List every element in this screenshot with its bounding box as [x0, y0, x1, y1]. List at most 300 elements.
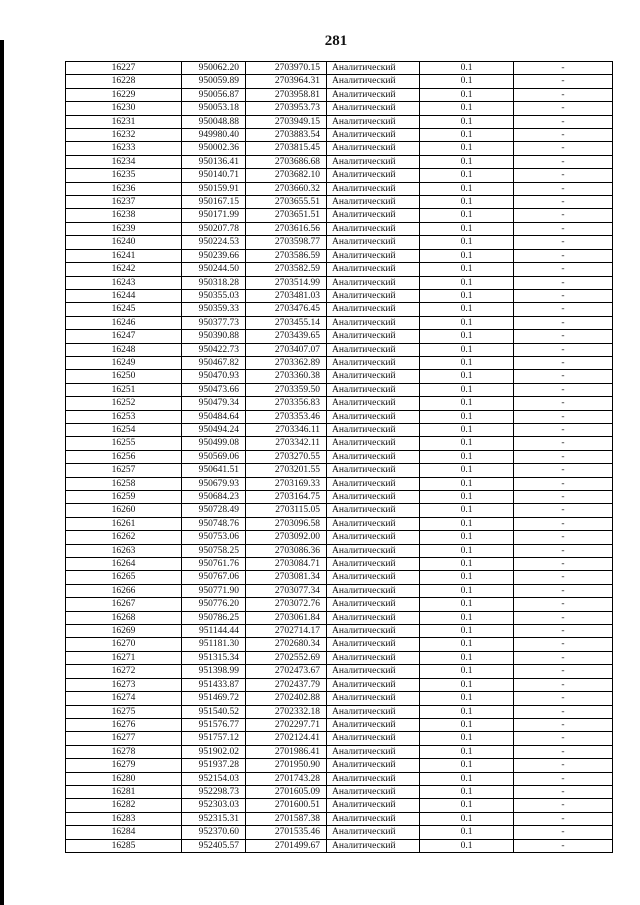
accuracy-cell: 0.1 — [420, 625, 514, 638]
table-row — [66, 812, 613, 825]
accuracy-cell: 0.1 — [420, 222, 514, 235]
table-row — [66, 759, 613, 772]
y-coordinate-cell: 2702437.79 — [246, 678, 327, 691]
accuracy-cell: 0.1 — [420, 571, 514, 584]
point-number-cell: 16243 — [66, 276, 182, 289]
y-coordinate-cell: 2703949.15 — [246, 115, 327, 128]
accuracy-cell: 0.1 — [420, 397, 514, 410]
table-row — [66, 169, 613, 182]
point-number-cell: 16251 — [66, 383, 182, 396]
note-cell: - — [514, 839, 613, 852]
table-row — [66, 155, 613, 168]
y-coordinate-cell: 2703077.34 — [246, 584, 327, 597]
table-row — [66, 625, 613, 638]
point-number-cell: 16244 — [66, 289, 182, 302]
y-coordinate-cell: 2703362.89 — [246, 356, 327, 369]
accuracy-cell: 0.1 — [420, 102, 514, 115]
accuracy-cell: 0.1 — [420, 209, 514, 222]
point-number-cell: 16281 — [66, 785, 182, 798]
accuracy-cell: 0.1 — [420, 611, 514, 624]
y-coordinate-cell: 2703096.58 — [246, 517, 327, 530]
point-number-cell: 16260 — [66, 504, 182, 517]
point-number-cell: 16228 — [66, 75, 182, 88]
table-row — [66, 236, 613, 249]
note-cell: - — [514, 303, 613, 316]
accuracy-cell: 0.1 — [420, 289, 514, 302]
method-cell: Аналитический — [327, 477, 420, 490]
method-cell: Аналитический — [327, 611, 420, 624]
accuracy-cell: 0.1 — [420, 155, 514, 168]
point-number-cell: 16252 — [66, 397, 182, 410]
method-cell: Аналитический — [327, 115, 420, 128]
table-row — [66, 88, 613, 101]
y-coordinate-cell: 2703092.00 — [246, 531, 327, 544]
accuracy-cell: 0.1 — [420, 812, 514, 825]
y-coordinate-cell: 2701499.67 — [246, 839, 327, 852]
y-coordinate-cell: 2703514.99 — [246, 276, 327, 289]
y-coordinate-cell: 2703201.55 — [246, 464, 327, 477]
point-number-cell: 16285 — [66, 839, 182, 852]
x-coordinate-cell: 950062.20 — [182, 62, 246, 75]
note-cell: - — [514, 826, 613, 839]
accuracy-cell: 0.1 — [420, 464, 514, 477]
note-cell: - — [514, 625, 613, 638]
y-coordinate-cell: 2702124.41 — [246, 732, 327, 745]
method-cell: Аналитический — [327, 437, 420, 450]
accuracy-cell: 0.1 — [420, 544, 514, 557]
note-cell: - — [514, 155, 613, 168]
table-row — [66, 182, 613, 195]
point-number-cell: 16249 — [66, 356, 182, 369]
method-cell: Аналитический — [327, 276, 420, 289]
table-row — [66, 410, 613, 423]
y-coordinate-cell: 2703616.56 — [246, 222, 327, 235]
point-number-cell: 16283 — [66, 812, 182, 825]
x-coordinate-cell: 950318.28 — [182, 276, 246, 289]
accuracy-cell: 0.1 — [420, 638, 514, 651]
y-coordinate-cell: 2703072.76 — [246, 598, 327, 611]
point-number-cell: 16261 — [66, 517, 182, 530]
table-row — [66, 222, 613, 235]
x-coordinate-cell: 950753.06 — [182, 531, 246, 544]
note-cell: - — [514, 799, 613, 812]
x-coordinate-cell: 952405.57 — [182, 839, 246, 852]
point-number-cell: 16257 — [66, 464, 182, 477]
x-coordinate-cell: 950771.90 — [182, 584, 246, 597]
table-row — [66, 370, 613, 383]
accuracy-cell: 0.1 — [420, 759, 514, 772]
note-cell: - — [514, 544, 613, 557]
note-cell: - — [514, 678, 613, 691]
y-coordinate-cell: 2703883.54 — [246, 129, 327, 142]
note-cell: - — [514, 276, 613, 289]
y-coordinate-cell: 2703958.81 — [246, 88, 327, 101]
table-row — [66, 437, 613, 450]
note-cell: - — [514, 785, 613, 798]
method-cell: Аналитический — [327, 410, 420, 423]
page-number: 281 — [324, 33, 348, 49]
method-cell: Аналитический — [327, 303, 420, 316]
table-row — [66, 558, 613, 571]
y-coordinate-cell: 2703270.55 — [246, 450, 327, 463]
x-coordinate-cell: 950641.51 — [182, 464, 246, 477]
accuracy-cell: 0.1 — [420, 651, 514, 664]
point-number-cell: 16280 — [66, 772, 182, 785]
table-row — [66, 611, 613, 624]
note-cell: - — [514, 370, 613, 383]
accuracy-cell: 0.1 — [420, 88, 514, 101]
method-cell: Аналитический — [327, 625, 420, 638]
table-row — [66, 598, 613, 611]
method-cell: Аналитический — [327, 88, 420, 101]
y-coordinate-cell: 2703353.46 — [246, 410, 327, 423]
method-cell: Аналитический — [327, 209, 420, 222]
y-coordinate-cell: 2702680.34 — [246, 638, 327, 651]
note-cell: - — [514, 812, 613, 825]
point-number-cell: 16263 — [66, 544, 182, 557]
x-coordinate-cell: 951398.99 — [182, 665, 246, 678]
table-row — [66, 289, 613, 302]
table-row — [66, 584, 613, 597]
point-number-cell: 16229 — [66, 88, 182, 101]
x-coordinate-cell: 950422.73 — [182, 343, 246, 356]
note-cell: - — [514, 665, 613, 678]
method-cell: Аналитический — [327, 799, 420, 812]
point-number-cell: 16236 — [66, 182, 182, 195]
method-cell: Аналитический — [327, 531, 420, 544]
method-cell: Аналитический — [327, 343, 420, 356]
method-cell: Аналитический — [327, 75, 420, 88]
x-coordinate-cell: 950679.93 — [182, 477, 246, 490]
x-coordinate-cell: 952315.31 — [182, 812, 246, 825]
table-row — [66, 303, 613, 316]
x-coordinate-cell: 950244.50 — [182, 263, 246, 276]
accuracy-cell: 0.1 — [420, 678, 514, 691]
point-number-cell: 16235 — [66, 169, 182, 182]
note-cell: - — [514, 437, 613, 450]
note-cell: - — [514, 598, 613, 611]
x-coordinate-cell: 950473.66 — [182, 383, 246, 396]
x-coordinate-cell: 951540.52 — [182, 705, 246, 718]
point-number-cell: 16279 — [66, 759, 182, 772]
x-coordinate-cell: 951576.77 — [182, 718, 246, 731]
note-cell: - — [514, 410, 613, 423]
x-coordinate-cell: 950758.25 — [182, 544, 246, 557]
x-coordinate-cell: 950684.23 — [182, 491, 246, 504]
point-number-cell: 16272 — [66, 665, 182, 678]
note-cell: - — [514, 196, 613, 209]
point-number-cell: 16255 — [66, 437, 182, 450]
table-row — [66, 209, 613, 222]
note-cell: - — [514, 450, 613, 463]
accuracy-cell: 0.1 — [420, 383, 514, 396]
accuracy-cell: 0.1 — [420, 785, 514, 798]
accuracy-cell: 0.1 — [420, 450, 514, 463]
y-coordinate-cell: 2703651.51 — [246, 209, 327, 222]
y-coordinate-cell: 2703686.68 — [246, 155, 327, 168]
method-cell: Аналитический — [327, 356, 420, 369]
point-number-cell: 16238 — [66, 209, 182, 222]
note-cell: - — [514, 102, 613, 115]
y-coordinate-cell: 2703660.32 — [246, 182, 327, 195]
table-row — [66, 504, 613, 517]
x-coordinate-cell: 952303.03 — [182, 799, 246, 812]
point-number-cell: 16230 — [66, 102, 182, 115]
point-number-cell: 16274 — [66, 692, 182, 705]
accuracy-cell: 0.1 — [420, 772, 514, 785]
table-row — [66, 651, 613, 664]
method-cell: Аналитический — [327, 718, 420, 731]
accuracy-cell: 0.1 — [420, 182, 514, 195]
accuracy-cell: 0.1 — [420, 249, 514, 262]
method-cell: Аналитический — [327, 222, 420, 235]
accuracy-cell: 0.1 — [420, 330, 514, 343]
y-coordinate-cell: 2701950.90 — [246, 759, 327, 772]
x-coordinate-cell: 950786.25 — [182, 611, 246, 624]
scan-margin-line — [0, 40, 4, 905]
y-coordinate-cell: 2703346.11 — [246, 423, 327, 436]
accuracy-cell: 0.1 — [420, 276, 514, 289]
method-cell: Аналитический — [327, 665, 420, 678]
note-cell: - — [514, 531, 613, 544]
x-coordinate-cell: 949980.40 — [182, 129, 246, 142]
table-row — [66, 544, 613, 557]
point-number-cell: 16241 — [66, 249, 182, 262]
accuracy-cell: 0.1 — [420, 236, 514, 249]
x-coordinate-cell: 950002.36 — [182, 142, 246, 155]
method-cell: Аналитический — [327, 142, 420, 155]
table-row — [66, 196, 613, 209]
x-coordinate-cell: 950776.20 — [182, 598, 246, 611]
x-coordinate-cell: 950494.24 — [182, 423, 246, 436]
x-coordinate-cell: 950207.78 — [182, 222, 246, 235]
point-number-cell: 16278 — [66, 745, 182, 758]
method-cell: Аналитический — [327, 785, 420, 798]
table-row — [66, 75, 613, 88]
point-number-cell: 16262 — [66, 531, 182, 544]
note-cell: - — [514, 182, 613, 195]
method-cell: Аналитический — [327, 383, 420, 396]
table-row — [66, 356, 613, 369]
y-coordinate-cell: 2701743.28 — [246, 772, 327, 785]
accuracy-cell: 0.1 — [420, 477, 514, 490]
table-row — [66, 102, 613, 115]
y-coordinate-cell: 2701535.46 — [246, 826, 327, 839]
table-row — [66, 316, 613, 329]
method-cell: Аналитический — [327, 316, 420, 329]
point-number-cell: 16266 — [66, 584, 182, 597]
x-coordinate-cell: 950053.18 — [182, 102, 246, 115]
method-cell: Аналитический — [327, 182, 420, 195]
y-coordinate-cell: 2703953.73 — [246, 102, 327, 115]
method-cell: Аналитический — [327, 370, 420, 383]
x-coordinate-cell: 950761.76 — [182, 558, 246, 571]
y-coordinate-cell: 2703455.14 — [246, 316, 327, 329]
method-cell: Аналитический — [327, 423, 420, 436]
method-cell: Аналитический — [327, 196, 420, 209]
y-coordinate-cell: 2703476.45 — [246, 303, 327, 316]
accuracy-cell: 0.1 — [420, 718, 514, 731]
x-coordinate-cell: 950728.49 — [182, 504, 246, 517]
x-coordinate-cell: 952154.03 — [182, 772, 246, 785]
point-number-cell: 16237 — [66, 196, 182, 209]
table-row — [66, 383, 613, 396]
method-cell: Аналитический — [327, 102, 420, 115]
table-row — [66, 477, 613, 490]
table-row — [66, 785, 613, 798]
point-number-cell: 16227 — [66, 62, 182, 75]
method-cell: Аналитический — [327, 692, 420, 705]
y-coordinate-cell: 2703586.59 — [246, 249, 327, 262]
point-number-cell: 16277 — [66, 732, 182, 745]
method-cell: Аналитический — [327, 289, 420, 302]
x-coordinate-cell: 950467.82 — [182, 356, 246, 369]
note-cell: - — [514, 62, 613, 75]
note-cell: - — [514, 316, 613, 329]
note-cell: - — [514, 491, 613, 504]
accuracy-cell: 0.1 — [420, 370, 514, 383]
table-row — [66, 263, 613, 276]
point-number-cell: 16239 — [66, 222, 182, 235]
coordinates-table — [65, 61, 613, 853]
y-coordinate-cell: 2703439.65 — [246, 330, 327, 343]
y-coordinate-cell: 2702402.88 — [246, 692, 327, 705]
method-cell: Аналитический — [327, 598, 420, 611]
accuracy-cell: 0.1 — [420, 142, 514, 155]
accuracy-cell: 0.1 — [420, 115, 514, 128]
note-cell: - — [514, 88, 613, 101]
note-cell: - — [514, 209, 613, 222]
method-cell: Аналитический — [327, 705, 420, 718]
point-number-cell: 16253 — [66, 410, 182, 423]
table-row — [66, 692, 613, 705]
accuracy-cell: 0.1 — [420, 584, 514, 597]
x-coordinate-cell: 951937.28 — [182, 759, 246, 772]
point-number-cell: 16242 — [66, 263, 182, 276]
method-cell: Аналитический — [327, 169, 420, 182]
method-cell: Аналитический — [327, 745, 420, 758]
y-coordinate-cell: 2703582.59 — [246, 263, 327, 276]
accuracy-cell: 0.1 — [420, 62, 514, 75]
table-row — [66, 330, 613, 343]
note-cell: - — [514, 263, 613, 276]
point-number-cell: 16282 — [66, 799, 182, 812]
x-coordinate-cell: 950377.73 — [182, 316, 246, 329]
x-coordinate-cell: 952298.73 — [182, 785, 246, 798]
y-coordinate-cell: 2703481.03 — [246, 289, 327, 302]
note-cell: - — [514, 584, 613, 597]
x-coordinate-cell: 950167.15 — [182, 196, 246, 209]
x-coordinate-cell: 950239.66 — [182, 249, 246, 262]
y-coordinate-cell: 2703086.36 — [246, 544, 327, 557]
note-cell: - — [514, 651, 613, 664]
method-cell: Аналитический — [327, 236, 420, 249]
accuracy-cell: 0.1 — [420, 799, 514, 812]
table-row — [66, 839, 613, 852]
accuracy-cell: 0.1 — [420, 839, 514, 852]
accuracy-cell: 0.1 — [420, 410, 514, 423]
y-coordinate-cell: 2703682.10 — [246, 169, 327, 182]
point-number-cell: 16264 — [66, 558, 182, 571]
accuracy-cell: 0.1 — [420, 705, 514, 718]
x-coordinate-cell: 950059.89 — [182, 75, 246, 88]
table-row — [66, 718, 613, 731]
accuracy-cell: 0.1 — [420, 598, 514, 611]
accuracy-cell: 0.1 — [420, 423, 514, 436]
method-cell: Аналитический — [327, 517, 420, 530]
x-coordinate-cell: 950136.41 — [182, 155, 246, 168]
note-cell: - — [514, 343, 613, 356]
point-number-cell: 16250 — [66, 370, 182, 383]
accuracy-cell: 0.1 — [420, 517, 514, 530]
y-coordinate-cell: 2701605.09 — [246, 785, 327, 798]
x-coordinate-cell: 950748.76 — [182, 517, 246, 530]
x-coordinate-cell: 950224.53 — [182, 236, 246, 249]
note-cell: - — [514, 423, 613, 436]
method-cell: Аналитический — [327, 571, 420, 584]
point-number-cell: 16276 — [66, 718, 182, 731]
note-cell: - — [514, 504, 613, 517]
y-coordinate-cell: 2703342.11 — [246, 437, 327, 450]
method-cell: Аналитический — [327, 558, 420, 571]
y-coordinate-cell: 2703598.77 — [246, 236, 327, 249]
method-cell: Аналитический — [327, 155, 420, 168]
method-cell: Аналитический — [327, 263, 420, 276]
note-cell: - — [514, 289, 613, 302]
accuracy-cell: 0.1 — [420, 692, 514, 705]
table-row — [66, 276, 613, 289]
y-coordinate-cell: 2703359.50 — [246, 383, 327, 396]
table-row — [66, 423, 613, 436]
method-cell: Аналитический — [327, 544, 420, 557]
accuracy-cell: 0.1 — [420, 169, 514, 182]
method-cell: Аналитический — [327, 772, 420, 785]
method-cell: Аналитический — [327, 826, 420, 839]
y-coordinate-cell: 2702552.69 — [246, 651, 327, 664]
point-number-cell: 16267 — [66, 598, 182, 611]
note-cell: - — [514, 732, 613, 745]
point-number-cell: 16248 — [66, 343, 182, 356]
y-coordinate-cell: 2701986.41 — [246, 745, 327, 758]
note-cell: - — [514, 75, 613, 88]
accuracy-cell: 0.1 — [420, 504, 514, 517]
y-coordinate-cell: 2703360.38 — [246, 370, 327, 383]
y-coordinate-cell: 2702332.18 — [246, 705, 327, 718]
point-number-cell: 16256 — [66, 450, 182, 463]
point-number-cell: 16234 — [66, 155, 182, 168]
x-coordinate-cell: 951757.12 — [182, 732, 246, 745]
x-coordinate-cell: 950140.71 — [182, 169, 246, 182]
table-row — [66, 732, 613, 745]
y-coordinate-cell: 2703081.34 — [246, 571, 327, 584]
note-cell: - — [514, 129, 613, 142]
x-coordinate-cell: 951433.87 — [182, 678, 246, 691]
note-cell: - — [514, 772, 613, 785]
x-coordinate-cell: 950159.91 — [182, 182, 246, 195]
y-coordinate-cell: 2703356.83 — [246, 397, 327, 410]
method-cell: Аналитический — [327, 812, 420, 825]
method-cell: Аналитический — [327, 330, 420, 343]
note-cell: - — [514, 759, 613, 772]
x-coordinate-cell: 951181.30 — [182, 638, 246, 651]
y-coordinate-cell: 2701600.51 — [246, 799, 327, 812]
note-cell: - — [514, 222, 613, 235]
note-cell: - — [514, 383, 613, 396]
point-number-cell: 16273 — [66, 678, 182, 691]
point-number-cell: 16254 — [66, 423, 182, 436]
accuracy-cell: 0.1 — [420, 356, 514, 369]
x-coordinate-cell: 951469.72 — [182, 692, 246, 705]
